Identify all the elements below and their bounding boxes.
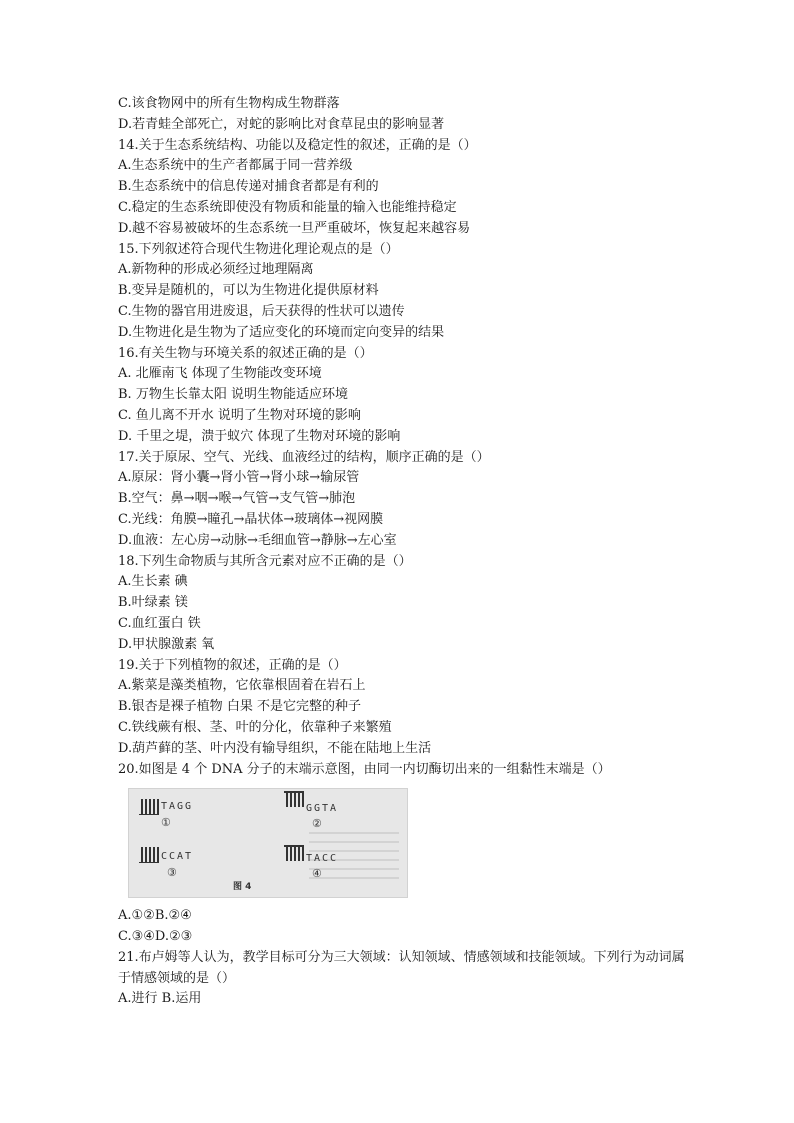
text-line: 19.关于下列植物的叙述，正确的是（） [118,657,347,673]
text-line: 15.下列叙述符合现代生物进化理论观点的是（） [118,241,399,257]
text-line: C.生物的器官用进废退，后天获得的性状可以遗传 [118,303,405,319]
text-line: 17.关于原尿、空气、光线、血液经过的结构，顺序正确的是（） [118,449,490,465]
text-line: B.空气：鼻→咽→喉→气管→支气管→肺泡 [118,491,356,507]
text-line: D.血液：左心房→动脉→毛细血管→静脉→左心室 [118,532,397,548]
text-line: D.葫芦藓的茎、叶内没有输导组织，不能在陆地上生活 [118,740,432,756]
dna-sequence-label: TACC [306,853,339,865]
text-line: A.生长素 碘 [118,574,188,590]
text-line: B.变异是随机的，可以为生物进化提供原材料 [118,283,379,299]
dna-sequence-label: GGTA [306,803,339,815]
text-line: A.生态系统中的生产者都属于同一营养级 [118,158,353,174]
text-line: C.铁线蕨有根、茎、叶的分化，依靠种子来繁殖 [118,719,392,735]
dna-sequence-label: TAGG [161,801,194,813]
exam-page [118,94,688,1010]
text-line: A.原尿：肾小囊→肾小管→肾小球→输尿管 [118,470,360,486]
text-line: 20.如图是 4 个 DNA 分子的末端示意图，由同一内切酶切出来的一组黏性末端是（） [118,761,611,777]
text-line: D.甲状腺激素 氧 [118,636,215,652]
figure-caption: 图 4 [233,882,252,893]
dna-sticky-ends-figure [128,788,408,898]
dna-number-label: ④ [312,867,322,881]
text-line: 18.下列生命物质与其所含元素对应不正确的是（） [118,553,412,569]
text-line: C.该食物网中的所有生物构成生物群落 [118,96,340,111]
text-line: B.生态系统中的信息传递对捕食者都是有利的 [118,179,379,195]
text-line: D. 千里之堤，溃于蚁穴 体现了生物对环境的影响 [118,428,401,444]
text-line: A.紫菜是藻类植物，它依靠根固着在岩石上 [118,678,366,694]
text-line: C.稳定的生态系统即使没有物质和能量的输入也能维持稳定 [118,199,457,215]
text-line: C.血红蛋白 铁 [118,615,201,631]
question-text-before-figure [118,94,688,780]
text-line: C. 鱼儿离不开水 说明了生物对环境的影响 [118,407,361,423]
dna-sequence-label: CCAT [161,851,194,863]
text-line: A.进行 B.运用 [118,991,202,1007]
text-line: C.③④D.②③ [118,929,193,945]
text-line: A.新物种的形成必须经过地理隔离 [118,262,314,278]
text-line: D.生物进化是生物为了适应变化的环境而定向变异的结果 [118,324,445,340]
question-text-after-figure [118,906,688,1010]
text-line: D.若青蛙全部死亡，对蛇的影响比对食草昆虫的影响显著 [118,116,445,132]
text-line: A.①②B.②④ [118,908,192,924]
text-line: B.银杏是裸子植物 白果 不是它完整的种子 [118,699,361,715]
text-line: A. 北雁南飞 体现了生物能改变环境 [118,366,322,382]
text-line: 21.布卢姆等人认为，教学目标可分为三大领域：认知领域、情感领域和技能领域。下列行为动词属于情感领域的是（） [118,949,685,986]
strand-lines-icon [284,845,304,861]
strand-lines-icon [139,847,159,863]
text-line: 14.关于生态系统结构、功能以及稳定性的叙述，正确的是（） [118,137,477,153]
text-line: B. 万物生长靠太阳 说明生物能适应环境 [118,387,348,403]
text-line: D.越不容易被破坏的生态系统一旦严重破坏，恢复起来越容易 [118,220,471,236]
text-line: C.光线：角膜→瞳孔→晶状体→玻璃体→视网膜 [118,511,384,527]
text-line: 16.有关生物与环境关系的叙述正确的是（） [118,345,373,361]
strand-lines-icon [139,799,159,815]
dna-number-label: ① [161,816,171,830]
text-line: B.叶绿素 镁 [118,595,188,611]
strand-lines-icon [284,791,304,807]
dna-number-label: ③ [167,866,177,880]
dna-number-label: ② [312,817,322,831]
